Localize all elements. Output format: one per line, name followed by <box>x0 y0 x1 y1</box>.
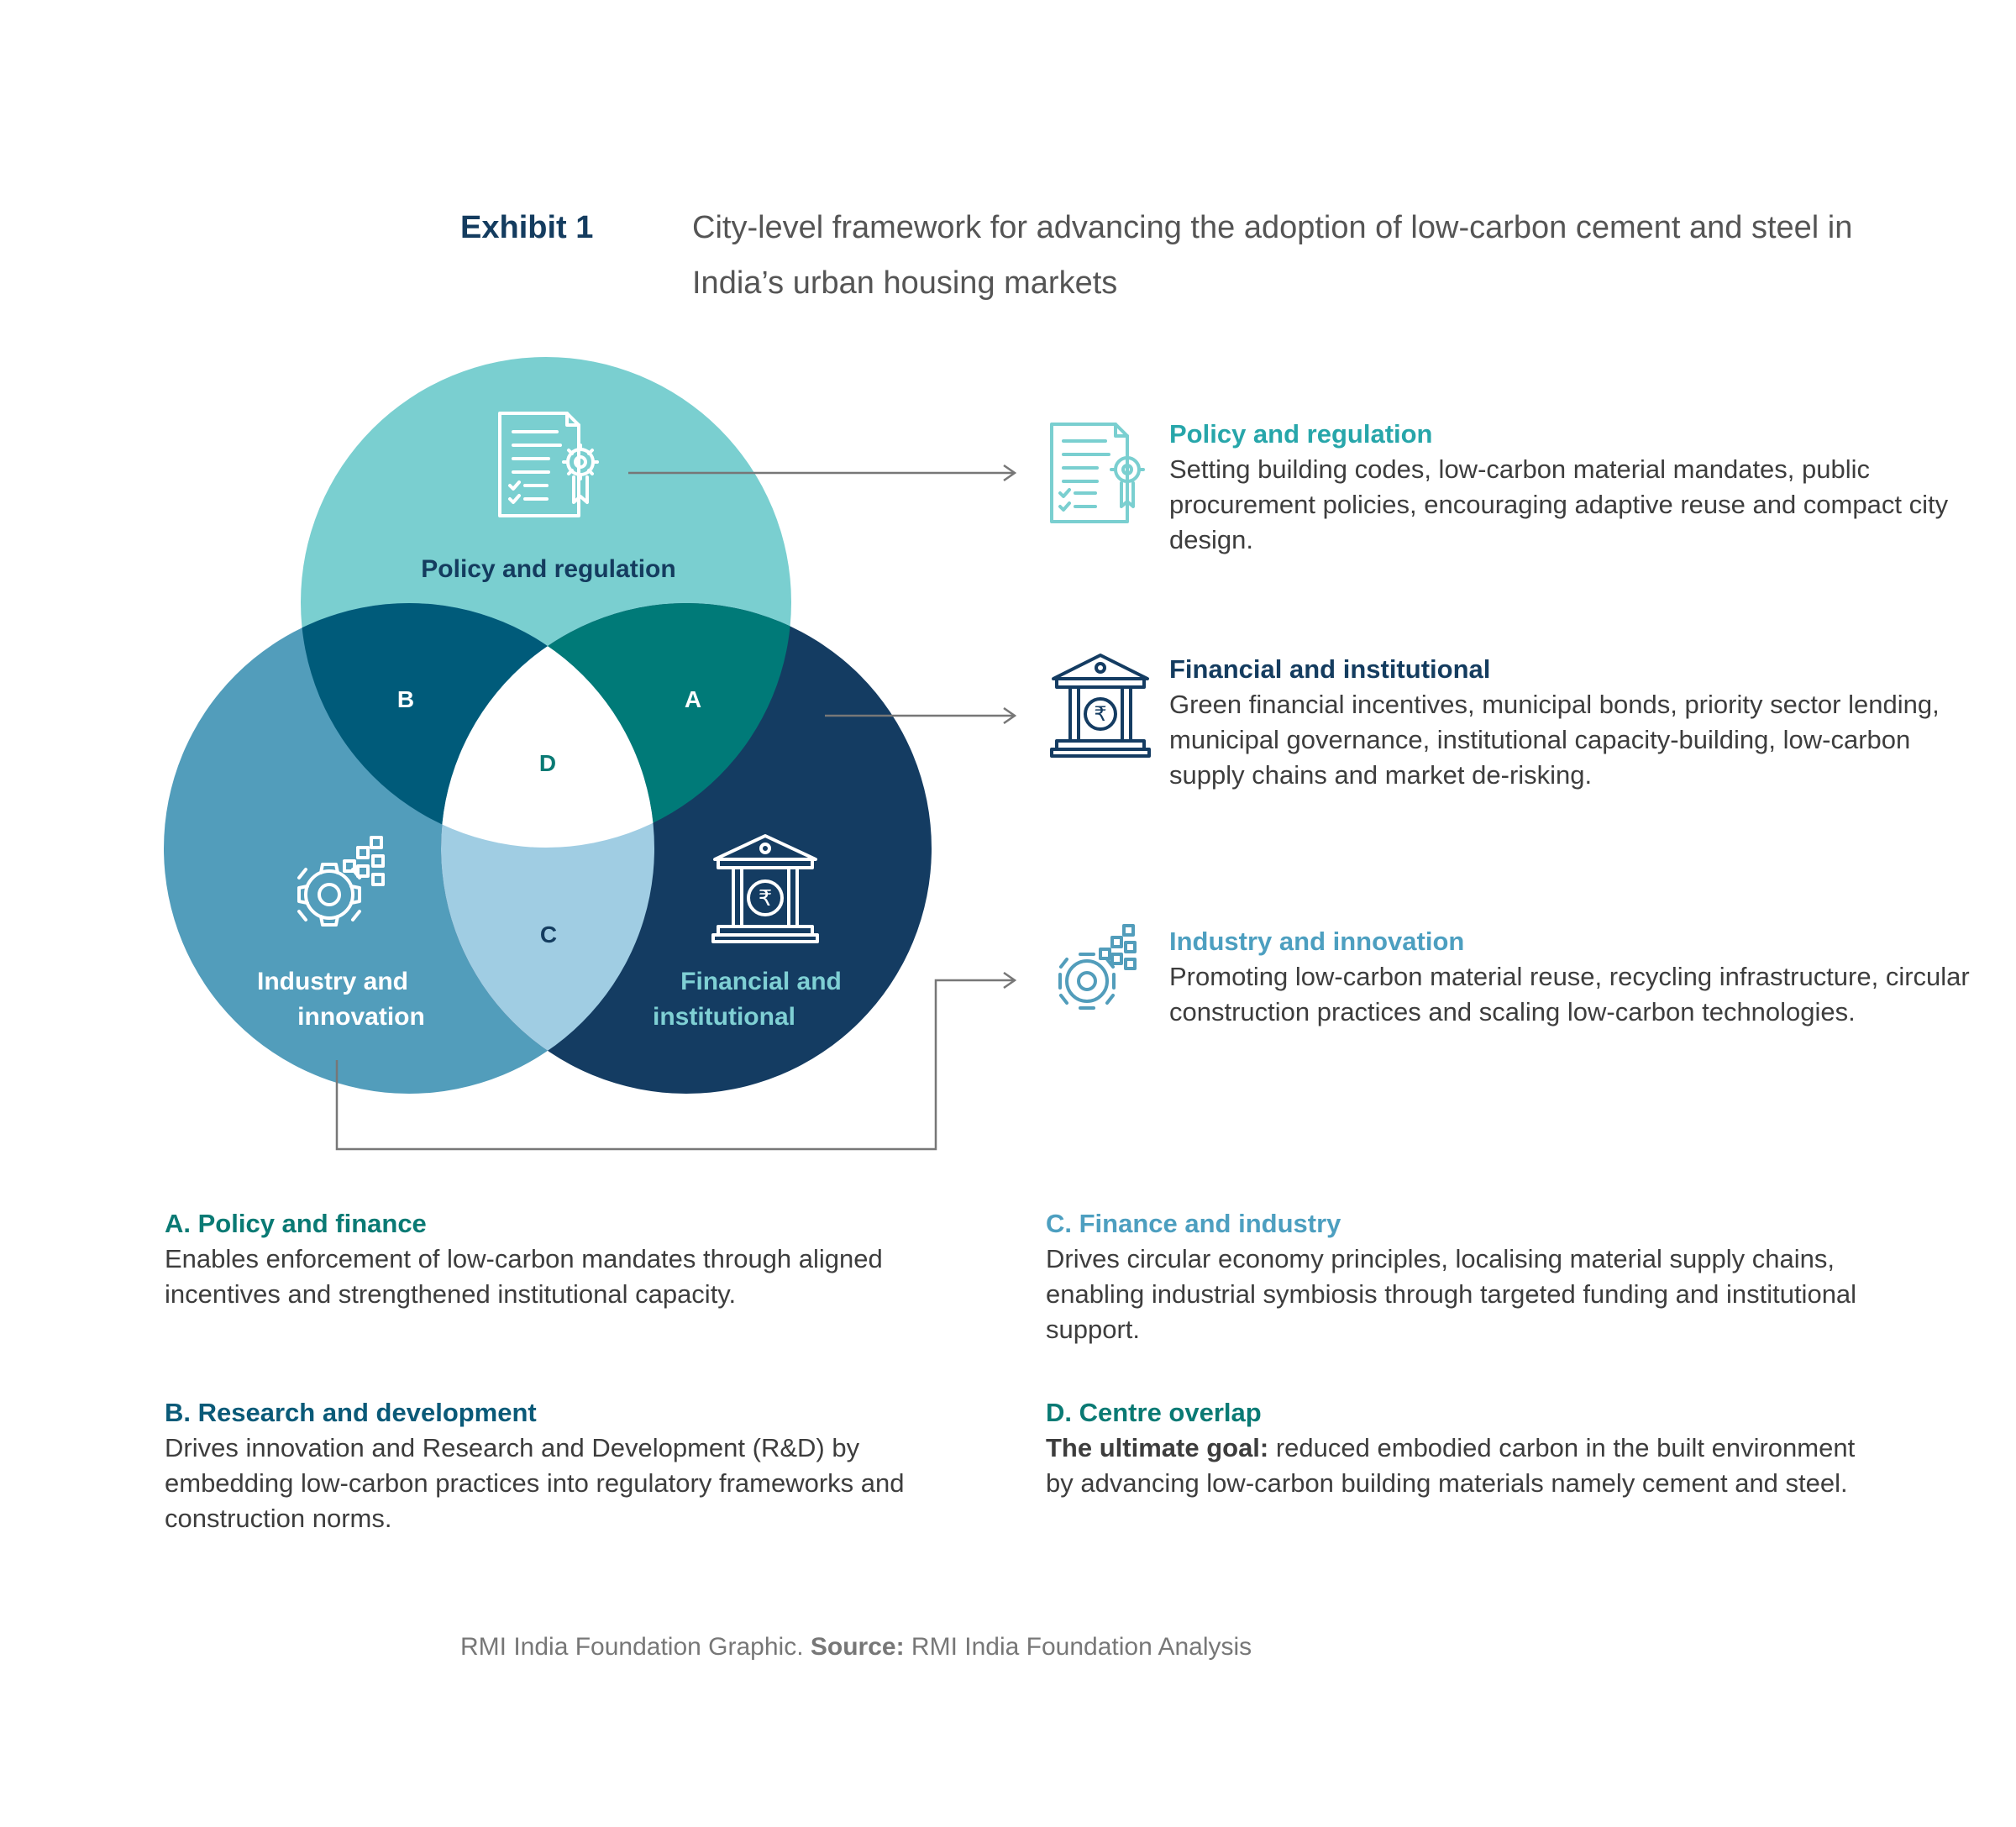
definition-d-heading: D. Centre overlap <box>1046 1398 1262 1427</box>
definition-b-body: Drives innovation and Research and Development (R&D) by embedding low-carbon practices into regulatory frameworks and construction norms. <box>165 1433 905 1533</box>
industry-circle-label-2: innovation <box>297 1003 425 1031</box>
legend-policy-body: Setting building codes, low-carbon material mandates, public procurement policies, encouraging adaptive reuse and compact city design. <box>1169 454 1949 554</box>
legend-financial-heading: Financial and institutional <box>1169 654 1491 684</box>
definition-d-body: reduced embodied carbon in the built environment by advancing low-carbon building materials namely cement and steel. <box>1046 1433 1856 1498</box>
footer-credit: RMI India Foundation Graphic. <box>460 1633 804 1661</box>
legend-industry <box>1169 924 1976 1030</box>
legend-financial-body: Green financial incentives, municipal bonds, priority sector lending, municipal governance, institutional capacity-building, low-carbon supply chains and market de-risking. <box>1169 690 1940 790</box>
financial-circle-label-1: Financial and <box>680 968 842 995</box>
overlap-d-letter: D <box>538 750 557 776</box>
svg-text:₹: ₹ <box>1094 702 1107 726</box>
footer-source-label: Source: <box>810 1633 905 1661</box>
overlap-b-letter: B <box>396 686 415 712</box>
exhibit-number: Exhibit 1 <box>460 210 594 245</box>
financial-circle-label-2: institutional <box>653 1003 795 1031</box>
definition-c-heading: C. Finance and industry <box>1046 1209 1341 1238</box>
overlap-a-letter: A <box>684 686 702 712</box>
exhibit-title: City-level framework for advancing the adoption of low-carbon cement and steel in India’s urban housing markets <box>692 210 1853 301</box>
definition-a-body: Enables enforcement of low-carbon mandates through aligned incentives and strengthened institutional capacity. <box>165 1244 883 1309</box>
definition-c <box>1046 1206 1869 1347</box>
definition-a <box>165 1206 971 1312</box>
definition-b <box>165 1395 971 1536</box>
legend-policy <box>1169 417 1976 558</box>
legend-industry-body: Promoting low-carbon material reuse, recycling infrastructure, circular construction practices and scaling low-carbon technologies. <box>1169 962 1970 1026</box>
definition-b-heading: B. Research and development <box>165 1398 537 1427</box>
policy-legend-icon <box>1052 424 1143 522</box>
overlap-c-letter: C <box>539 921 558 948</box>
policy-circle-label: Policy and regulation <box>421 555 676 583</box>
industry-legend-icon <box>1060 926 1135 1008</box>
industry-circle-label-1: Industry and <box>256 968 409 995</box>
definition-a-heading: A. Policy and finance <box>165 1209 427 1238</box>
definition-d-lead: The ultimate goal: <box>1046 1433 1269 1462</box>
definition-d <box>1046 1395 1869 1501</box>
source-footer <box>460 1633 1252 1662</box>
financial-legend-icon <box>1052 655 1149 756</box>
svg-text:₹: ₹ <box>758 886 773 911</box>
definition-c-body: Drives circular economy principles, localising material supply chains, enabling industrial symbiosis through targeted funding and institutional support. <box>1046 1244 1857 1344</box>
legend-industry-heading: Industry and innovation <box>1169 927 1465 956</box>
definition-d-text <box>1046 1431 1869 1501</box>
legend-policy-heading: Policy and regulation <box>1169 419 1433 449</box>
footer-source: RMI India Foundation Analysis <box>904 1633 1252 1661</box>
legend-financial <box>1169 652 1976 793</box>
